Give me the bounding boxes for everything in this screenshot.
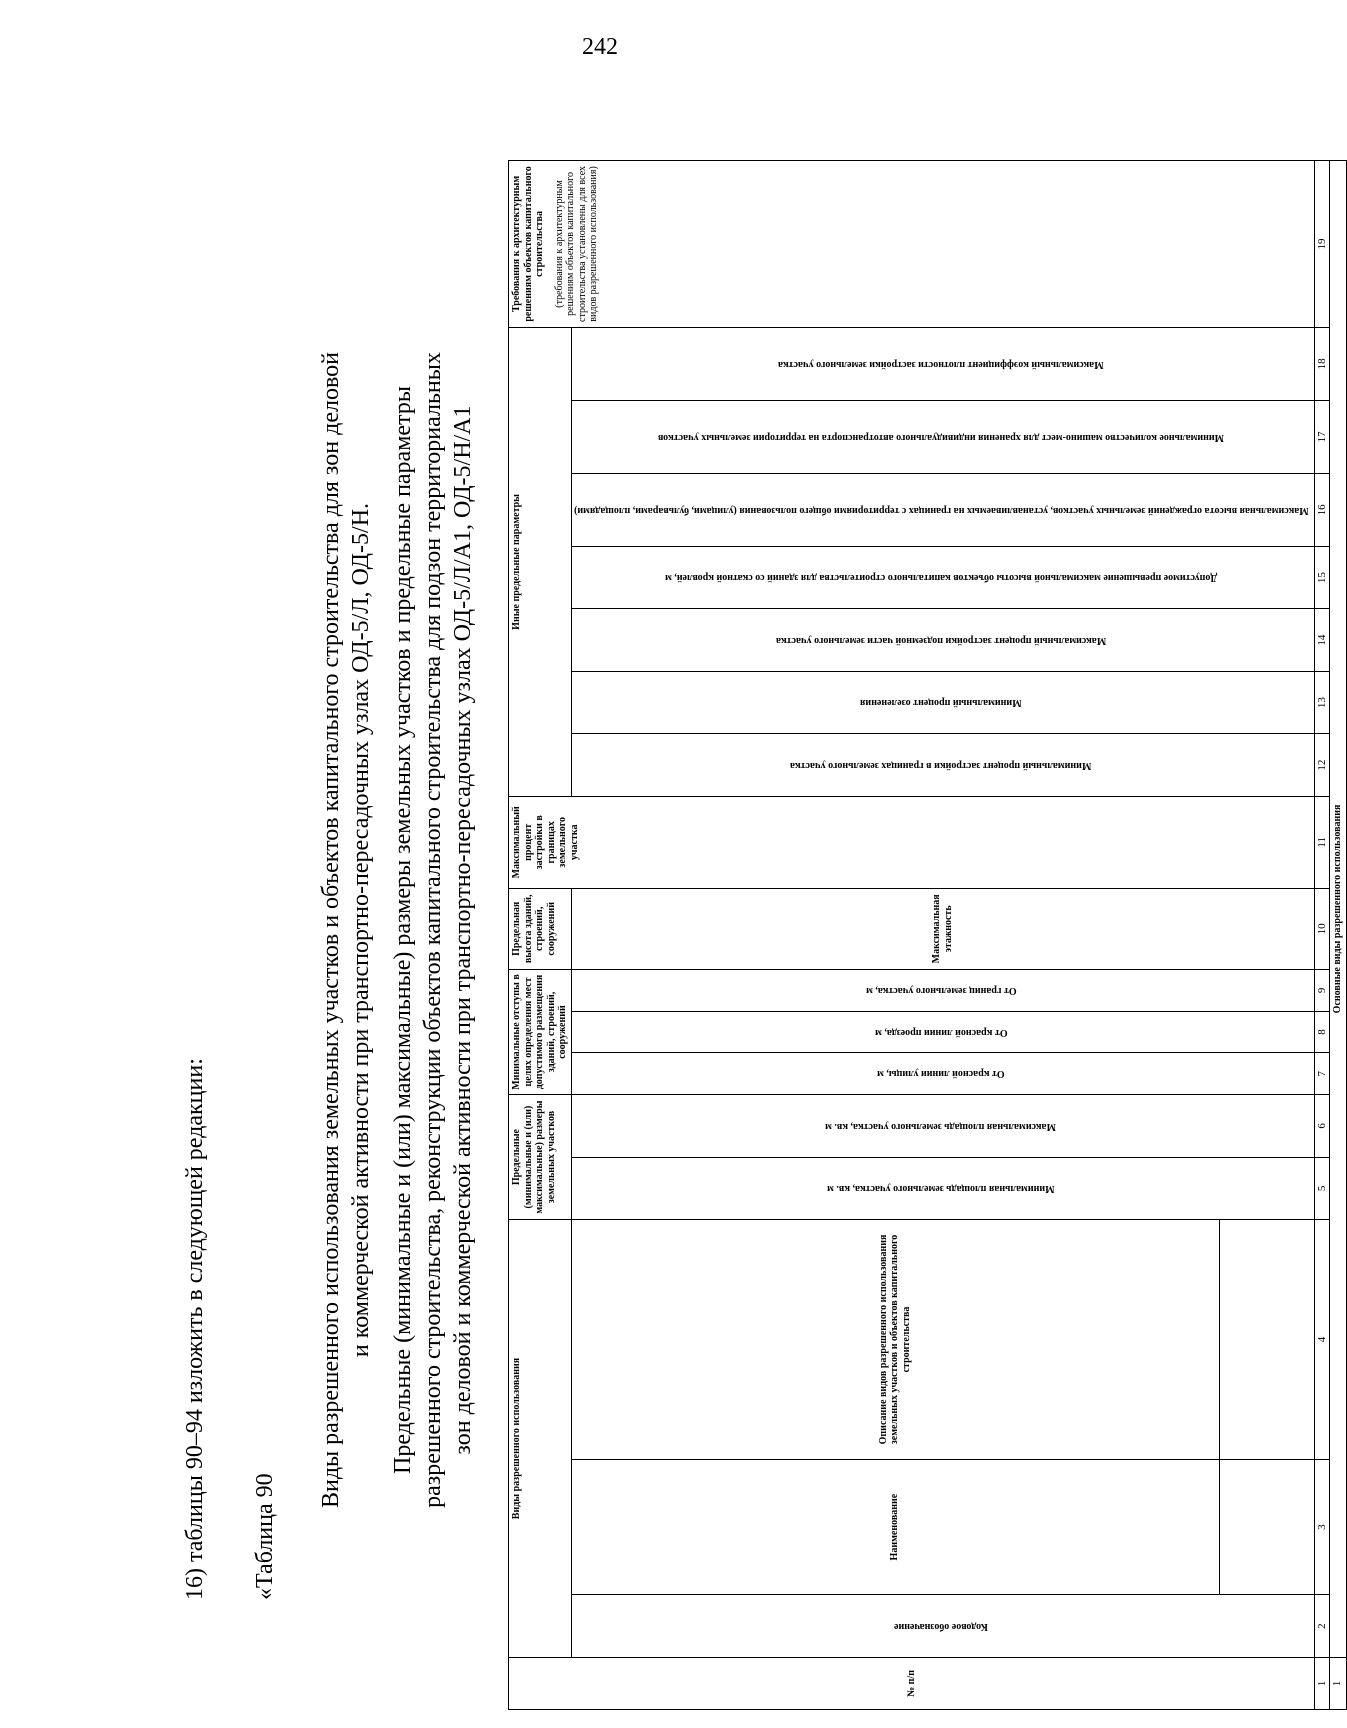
header-row-1 [509,161,572,1710]
col-number: 3 [1314,1459,1330,1595]
from-drive-header: От красной линии проезда, м [571,1011,1314,1053]
max-floors-header: Максимальная этажность [571,888,1314,969]
col-number: 13 [1314,671,1330,734]
table-label: «Таблица 90 [252,1473,278,1600]
col-number: 15 [1314,546,1330,609]
subtitle-line-2: разрешенного строительства, реконструкции объектов капитального строительства для подзон территориальных [420,352,446,1508]
header-row-2 [571,161,1219,1710]
vri-header: Виды разрешенного использования [509,1220,572,1658]
subtitle-line-1: Предельные (минимальные и (или) максимальные) размеры земельных участков и предельные параметры [390,386,416,1474]
col-number: 16 [1314,473,1330,546]
col-number: 12 [1314,734,1330,797]
architecture-note: (требования к архитектурным решениям объектов капитального строительства установлены для всех видов разрешенного использования) [553,165,599,322]
col-number: 6 [1314,1095,1330,1158]
col-number: 2 [1314,1595,1330,1658]
regulations-table [508,160,1347,1710]
plot-sizes-header: Предельные (минимальные и (или) максимальные) размеры земельных участков [509,1095,572,1220]
min-area-header: Минимальная площадь земельного участка, кв. м [571,1157,1314,1220]
section-row-number: 1 [1330,1657,1347,1709]
name-header-spacer [1219,1459,1314,1595]
col-number: 5 [1314,1157,1330,1220]
col-number: 1 [1314,1657,1330,1709]
from-street-header: От красной линии улицы, м [571,1053,1314,1095]
desc-header-spacer [1219,1220,1314,1460]
intro-line: 16) таблицы 90–94 изложить в следующей редакции: [182,1058,208,1600]
col-number: 10 [1314,888,1330,969]
col-number: 9 [1314,969,1330,1011]
rotated-page-content [0,110,1344,1710]
desc-header: Описание видов разрешенного использования земельных участков и объектов капитального строительства [571,1220,1219,1460]
col-number: 8 [1314,1011,1330,1053]
col-number: 11 [1314,796,1330,888]
p12-header: Минимальный процент застройки в границах земельного участка [571,734,1314,797]
section-title: Основные виды разрешенного использования [1330,161,1347,1658]
page-number: 242 [582,34,618,60]
setbacks-header: Минимальные отступы в целях определения мест допустимого размещения зданий, строений, сооружений [509,969,572,1094]
name-header: Наименование [571,1459,1219,1595]
p15-header: Допустимое превышение максимальной высоты объектов капитального строительства для зданий со скатной кровлей, м [571,546,1314,609]
col-number: 7 [1314,1053,1330,1095]
col-number: 17 [1314,400,1330,473]
height-header: Предельная высота зданий, строений, сооружений [509,888,572,969]
architecture-title: Требования к архитектурным решениям объектов капитального строительства [511,166,545,322]
col-num-header: № п/п [509,1657,1315,1709]
section-row [1330,161,1347,1710]
col-number: 14 [1314,609,1330,672]
p17-header: Минимальное количество машино-мест для хранения индивидуального автотранспорта на территории земельных участков [571,400,1314,473]
p16-header: Максимальная высота ограждений земельных участков, устанавливаемых на границах с территориями общего пользования (улицами, бульварами, площадями) [571,473,1314,546]
column-number-row [1314,161,1330,1710]
max-area-header: Максимальная площадь земельного участка, кв. м [571,1095,1314,1158]
col-number: 18 [1314,327,1330,400]
p13-header: Минимальный процент озеленения [571,671,1314,734]
title-line-1: Виды разрешенного использования земельных участков и объектов капитального строительства для зон деловой [318,352,344,1508]
title-line-2: и коммерческой активности при транспортно-пересадочных узлах ОД-5/Л, ОД-5/Н. [348,502,374,1358]
col-number: 19 [1314,161,1330,328]
architecture-header [509,161,1315,328]
from-boundary-header: От границ земельного участка, м [571,969,1314,1011]
p14-header: Максимальный процент застройки подземной части земельного участка [571,609,1314,672]
other-params-header: Иные предельные параметры [509,327,572,796]
code-header: Кодовое обозначение [571,1595,1314,1658]
col-number: 4 [1314,1220,1330,1460]
subtitle-line-3: зон деловой и коммерческой активности при транспортно-пересадочных узлах ОД-5/Л/А1, ОД-5/Н/А1 [450,405,476,1455]
p18-header: Максимальный коэффициент плотности застройки земельного участка [571,327,1314,400]
max-coverage-header: Максимальный процент застройки в границах земельного участка [509,796,1315,888]
